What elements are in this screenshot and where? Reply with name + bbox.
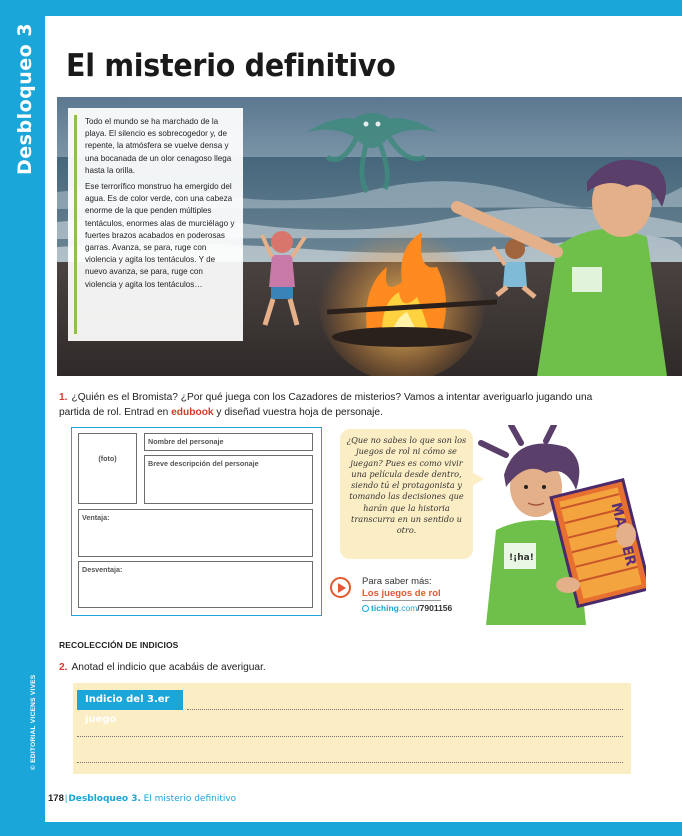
character-name-field[interactable]: Nombre del personaje: [144, 433, 313, 451]
question-2: [59, 661, 266, 676]
page-number: 178: [48, 793, 64, 804]
question-2-text: Anotad el indicio que acabáis de averiguar.: [71, 662, 266, 673]
more-info-label: Para saber más:: [362, 576, 432, 587]
boy-with-book: [476, 425, 646, 630]
edubook-logo[interactable]: edubook: [171, 406, 214, 418]
bottom-band: [0, 822, 682, 836]
more-info: [330, 574, 480, 616]
disadvantage-field[interactable]: Desventaja:: [78, 561, 313, 608]
story-accent-bar: [74, 115, 77, 334]
question-number: 2.: [59, 662, 68, 673]
section-heading: RECOLECCIÓN DE INDICIOS: [59, 640, 179, 650]
shirt-text: !¡ha!: [509, 553, 534, 563]
advantage-field[interactable]: Ventaja:: [78, 509, 313, 557]
tiching-brand: tiching: [371, 603, 399, 613]
block-side-title: Desbloqueo 3: [14, 22, 36, 175]
page-title: El misterio definitivo: [66, 48, 396, 84]
story-paragraph-2: Ese terrorífico monstruo ha emergido del agua. Es de color verde, con una cabeza enorme de la que penden múltiples tentáculos, enormes alas de murciélago y fuertes brazos acabados en poderosas garras. Avanza, se para, ruge con violencia y agita los tentáculos. Y de nuevo avanza, se para, ruge con violencia y agita los tentáculos…: [85, 182, 235, 289]
tiching-domain: .com: [398, 603, 418, 613]
story-paragraph-1: Todo el mundo se ha marchado de la playa. El silencio es sobrecogedor y, de repente, la atmósfera se vuelve densa y una bocanada de un olor cenagoso llega hasta la orilla.: [85, 117, 232, 175]
clue-answer-box[interactable]: [73, 683, 631, 774]
answer-line[interactable]: [77, 762, 623, 763]
footer-title: El misterio definitivo: [143, 794, 237, 804]
answer-line[interactable]: [187, 709, 623, 710]
question-number: 1.: [59, 392, 68, 403]
search-icon: [362, 605, 369, 612]
top-band: [0, 0, 682, 16]
more-info-link[interactable]: Los juegos de rol: [362, 588, 441, 599]
page-footer: [48, 793, 236, 804]
answer-line[interactable]: [77, 736, 623, 737]
speech-bubble: ¿Que no sabes lo que son los juegos de rol ni cómo se juegan? Pues es como vivir una película desde dentro, siendo tú el protagonista y tomando las decisiones que harán que la historia transcurra en un sentido u otro.: [340, 429, 473, 559]
question-1-text-before: ¿Quién es el Bromista? ¿Por qué juega con los Cazadores de misterios? Vamos a intentar averiguarlo jugando una partida de rol. Entrad en: [59, 392, 593, 418]
footer-chapter: Desbloqueo 3.: [68, 794, 141, 804]
story-text-box: [68, 108, 243, 341]
question-1-text-after: y diseñad vuestra hoja de personaje.: [213, 406, 383, 418]
clue-tab: Indicio del 3.er juego: [77, 690, 183, 710]
tiching-code: /7901156: [417, 603, 453, 613]
publisher-credit: © EDITORIAL VICENS VIVES: [30, 674, 37, 770]
character-description-field[interactable]: Breve descripción del personaje: [144, 455, 313, 504]
footer-separator: |: [64, 793, 68, 804]
photo-field[interactable]: (foto): [78, 433, 137, 504]
character-sheet: [71, 427, 322, 616]
play-icon[interactable]: [330, 577, 351, 598]
tiching-reference[interactable]: [362, 603, 452, 613]
boy-with-book-illustration: [476, 425, 646, 630]
question-1: [59, 391, 619, 420]
